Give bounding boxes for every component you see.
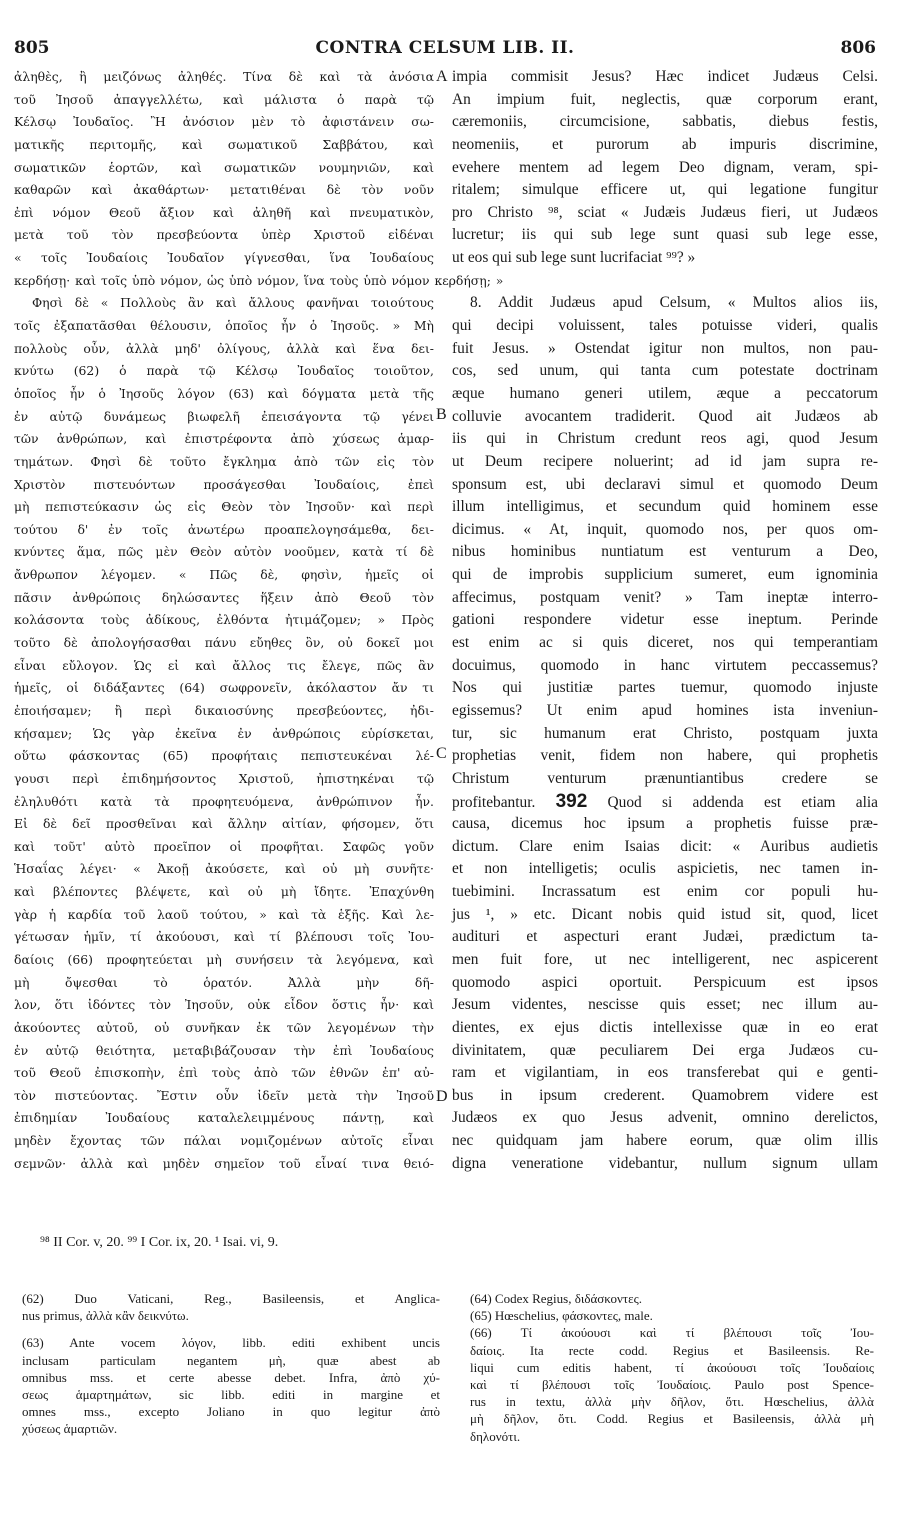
page-header	[14, 38, 876, 62]
greek-text-line: τοῖς ἐξαπατᾶσθαι θέλουσιν, ὁποῖος ἦν ὁ Ἰησοῦς. » Μὴ	[14, 318, 434, 334]
latin-text-line: nec quidquam jam habere eorum, quæ olim illis	[452, 1132, 878, 1150]
latin-text-line: pro Christo ⁹⁸, sciat « Judæis Judæus fieri, ut Judæos	[452, 203, 878, 221]
note-line: rus in textu, ἀλλὰ μὴν δῆλον, ὅτι. Hœschelius, ἀλλὰ	[470, 1394, 874, 1410]
greek-text-line: τοῦτο δὲ ἀπολογήσασθαι πάνυ εὔηθες ὂν, οὐ δοκεῖ μοι	[14, 635, 434, 651]
greek-text-line: τῶν ἀνθρώπων, καὶ ἐπιστρέφοντα ἀπὸ χύσεως ἁμαρ-	[14, 431, 434, 447]
latin-text-line: lucretur; iis qui sub lege sunt quasi sub lege esse,	[452, 226, 878, 244]
note-line: omnes mss., excepto Joliano in quo legitur ἀπὸ	[22, 1404, 440, 1420]
greek-text-line: καὶ τοῦτ' αὐτὸ προεῖπον οἱ προφῆται. Σαφῶς γοῦν	[14, 838, 434, 854]
latin-text-line: jus ¹, » etc. Dicant nobis quid istud sit, quod, licet	[452, 905, 878, 923]
latin-text-line: tuebimini. Incrassatum est enim cor populi hu-	[452, 883, 878, 901]
latin-text-line: sponsum est, ubi declaravi simul et quomodo Deum	[452, 475, 878, 493]
note-line: (64) Codex Regius, διδάσκοντες.	[470, 1291, 643, 1306]
latin-text-line: nibus hominibus nuntiatum est venturum a Deo,	[452, 543, 878, 561]
latin-text-line: An impium fuit, neglectis, quæ corporum erant,	[452, 90, 878, 108]
greek-text-line: τούτου δ' ἐν τοῖς ἀνωτέρω προαπελογησάμεθα, δει-	[14, 521, 434, 537]
note-line: omnibus mss. et certe abesse debet. Infra, ἀπὸ χύ-	[22, 1369, 440, 1385]
greek-text-line: Χριστὸν πιστευόντων προσάγεσθαι Ἰουδαίοις, ἐπεὶ	[14, 476, 434, 492]
greek-text-line: κερδήσῃ· καὶ τοῖς ὑπὸ νόμον, ὡς ὑπὸ νόμον, ἵνα τοὺς ὑπὸ νόμον κερδήσῃ; »	[14, 272, 504, 288]
latin-text-line: ritalem; simulque efficere ut, qui legatione fungitur	[452, 181, 878, 199]
greek-text-line: δαίοις (66) προφητεύεται μὴ συνήσειν τὰ λεγόμενα, καὶ	[14, 951, 434, 967]
greek-text-line: ὁποῖος ἦν ὁ Ἰησοῦς λόγον (63) καὶ δόγματα μετὰ τῆς	[14, 385, 434, 401]
greek-text-line: ἐπιδημίαν Ἰουδαίους καταλελειμμένους πάντῃ, καὶ	[14, 1110, 434, 1126]
latin-text-line: fuit Jesus. » Ostendat igitur non multos, non pau-	[452, 339, 878, 357]
greek-text-line: ἡμεῖς, οἱ διδάξαντες (64) σωφρονεῖν, ἀκόλαστον ἄν τι	[14, 680, 434, 696]
latin-text-line: causa, dicemus hoc ipsum a prophetis fuisse præ-	[452, 815, 878, 833]
latin-text-line: audituri et aspecturi erant Judæi, prædictum ta-	[452, 928, 878, 946]
latin-text-fragment: profitebantur.	[452, 793, 556, 811]
greek-text-line: κήσαμεν; Ὡς γὰρ ἐκεῖνα ἐν ἀνθρώποις εὑρίσκεται,	[14, 725, 434, 741]
greek-text-line: Ἡσαΐας λέγει· « Ἀκοῇ ἀκούσετε, καὶ οὐ μὴ συνῆτε·	[14, 861, 434, 877]
left-page-number: 805	[14, 38, 50, 58]
greek-text-line: οὕτω φάσκοντας (65) προφήταις πεπιστευκέναι λέ-	[14, 748, 434, 764]
latin-text-line: divinitatem, quæ peculiarem Dei erga Judæos cu-	[452, 1041, 878, 1059]
greek-text-line: κνύτω (62) ὁ παρὰ τῷ Κέλσῳ Ἰουδαῖος τοιοῦτον,	[14, 363, 434, 379]
latin-text-line: qui decipi voluissent, tales potuisse videri, qualis	[452, 317, 878, 335]
margin-letter-b: B	[436, 406, 447, 423]
greek-text-line: σωματικῶν ἑορτῶν, καὶ σωματικῶν νουμηνιῶν, καὶ	[14, 159, 434, 175]
latin-text-line: evehere mentem ad legem Deo dignam, veram, spi-	[452, 158, 878, 176]
latin-text-column	[452, 66, 878, 1175]
latin-text-line: digna veneratione videbantur, nullum signum ullam	[452, 1154, 878, 1172]
note-line: inclusam particulam negantem μὴ, quæ abest ab	[22, 1352, 440, 1368]
latin-text-line: 8. Addit Judæus apud Celsum, « Multos alios iis,	[470, 294, 878, 312]
greek-text-line: ἐποιήσαμεν; ἢ περὶ δικαιοσύνης πρεσβεύοντες, ἠδι-	[14, 702, 434, 718]
latin-text-line: Christum venturum prænuntiantibus credere se	[452, 769, 878, 787]
greek-text-line: κολάσοντα τοὺς ἀδίκους, ἐλθόντα ἠτιμάζομεν; » Πρὸς	[14, 612, 434, 628]
note-line: (62) Duo Vaticani, Reg., Basileensis, et Anglica-	[22, 1291, 440, 1306]
greek-text-line: καὶ βλέποντες βλέψετε, καὶ οὐ μὴ ἴδητε. Ἐπαχύνθη	[14, 884, 434, 900]
latin-text-line: affecimus, postquam venit? » Tam ineptæ interro-	[452, 588, 878, 606]
greek-text-line: πᾶσιν ἀνθρώποις δηλώσαντες ἥξειν ἀπὸ Θεοῦ τὸν	[14, 589, 434, 605]
latin-text-line: ram et vigilantiam, in eos transferebat qui e genti-	[452, 1064, 878, 1082]
greek-text-line: μὴ ὄψεσθαι τὸ ὁρατόν. Ἀλλὰ μὴν δῆ-	[14, 974, 434, 990]
greek-text-line: μηδὲν ἔχοντας τῶν πάλαι νομιζομένων αὐτοῖς εἶναι	[14, 1133, 434, 1149]
inline-column-number: 392	[555, 790, 588, 812]
latin-text-line: iis qui in Christum credunt reos agi, quod Jesum	[452, 430, 878, 448]
note-line: (63) Ante vocem λόγον, libb. editi exhibent uncis	[22, 1335, 440, 1351]
greek-text-line: « τοῖς Ἰουδαίοις Ἰουδαῖον γίγνεσθαι, ἵνα Ἰουδαίους	[14, 250, 434, 266]
note-gap	[22, 1324, 440, 1334]
latin-text-line: docuimus, quomodo in hanc virtutem peccassemus?	[452, 656, 878, 674]
greek-text-line: σεμνῶν· ἀλλὰ καὶ μηδὲν σημεῖον τοῦ εἶναί τινα θειό-	[14, 1155, 434, 1171]
latin-text-fragment: Quod si addenda est etiam alia	[587, 793, 878, 811]
latin-text-line: cos, sed unum, qui tanta cum potestate doctrinam	[452, 362, 878, 380]
latin-text-line: Judæos ex quo Jesus advenit, omnino derelictos,	[452, 1109, 878, 1127]
margin-letter-c: C	[436, 745, 447, 762]
latin-text-line: egissemus? Ut enim apud homines ista inveniun-	[452, 701, 878, 719]
note-line: μὴ δῆλον, ὅτι. Codd. Regius et Basileensis, ἀλλὰ μὴ	[470, 1411, 874, 1427]
latin-text-line: cæremoniis, circumcisione, sabbatis, diebus festis,	[452, 113, 878, 131]
note-line: liqui cum editis habent, τί ἀκούουσι τοῖς Ἰουδαίοις	[470, 1359, 874, 1375]
latin-text-line: est enim ac si quis diceret, nos qui temperantiam	[452, 634, 878, 652]
note-line: δαίοις. Ita recte codd. Regius et Basileensis. Re-	[470, 1342, 874, 1358]
line-spacer	[452, 270, 878, 293]
right-page-number: 806	[840, 38, 876, 58]
latin-text-line: Jesum videntes, nescisse quis esset; nec illum au-	[452, 996, 878, 1014]
latin-text-line: ut Deum recipere noluerint; ad id jam supra re-	[452, 452, 878, 470]
greek-text-line: μὴ πεπιστεύκασιν ὡς εἰς Θεὸν τὸν Ἰησοῦν· καὶ περὶ	[14, 499, 434, 515]
latin-text-line: dicimus. « At, inquit, quomodo nos, per quos om-	[452, 520, 878, 538]
note-line: (66) Τί ἀκούουσι καὶ τί βλέπουσι τοῖς Ἰου-	[470, 1325, 874, 1341]
latin-text-line: colluvie avocantem tradiderit. Quod ait Judæos ab	[452, 407, 878, 425]
latin-text-line: men fuit fore, ut nec intelligerent, nec aspicerent	[452, 950, 878, 968]
margin-letter-a: A	[436, 68, 448, 85]
greek-text-line: ματικῆς περιτομῆς, καὶ σωματικοῦ Σαββάτου, καὶ	[14, 136, 434, 152]
margin-letter-d: D	[436, 1088, 448, 1105]
greek-text-line: γέτωσαν ἡμῖν, τί ἀκούουσι, καὶ τί βλέπουσι τοῖς Ἰου-	[14, 929, 434, 945]
greek-text-line: γουσι περὶ ἐπιδημήσοντος Χριστοῦ, ἠπιστηκέναι τῷ	[14, 770, 434, 786]
note-line: καὶ τί βλέπουσι τοῖς Ἰουδαίοις. Paulo post Spence-	[470, 1376, 874, 1392]
latin-text-line: dientes, ex ejus dictis intellexisse quæ in eo erat	[452, 1018, 878, 1036]
greek-text-line: μετὰ τοῦ τὸν πρεσβεύοντα ὑπὲρ Χριστοῦ εἰδέναι	[14, 227, 434, 243]
latin-text-line: tur, sic humanum erat Christo, postquam juxta	[452, 724, 878, 742]
greek-text-line: ἐν αὐτῷ δυνάμεως βιωφελῆ ἐπεισάγοντα τῷ γένει	[14, 408, 434, 424]
greek-text-line: τημάτων. Φησὶ δὲ τοῦτο ἔγκλημα ἀπὸ τῶν εἰς τὸν	[14, 453, 434, 469]
latin-text-line: Nos qui justitiæ partes tuemur, quomodo injuste	[452, 679, 878, 697]
greek-text-line: Κέλσῳ Ἰουδαῖος. Ἢ ἀνόσιον μὲν τὸ ἀφιστάνειν σω-	[14, 114, 434, 130]
greek-text-line: Φησὶ δὲ « Πολλοὺς ἂν καὶ ἄλλους φανῆναι τοιούτους	[32, 295, 434, 311]
greek-text-line: πολλοὺς οὖν, ἀλλὰ μηδ' ὀλίγους, ἀλλὰ καὶ ἕνα δει-	[14, 340, 434, 356]
latin-text-line: impia commisit Jesus? Hæc indicet Judæus Celsi.	[452, 68, 878, 85]
greek-text-line: ἐν αὐτῷ θειότητα, μεταβιβάζουσαν τὴν ἐπὶ Ἰουδαίους	[14, 1042, 434, 1058]
latin-text-line: gationi respondere videtur esse ineptum. Perinde	[452, 611, 878, 629]
greek-text-line: κνύντες ἅμα, πῶς μὲν Θεὸν αὐτὸν νοοῦμεν, κατὰ τί δὲ	[14, 544, 434, 560]
latin-text-line: ut eos qui sub lege sunt lucrifaciat ⁹⁹? »	[452, 249, 696, 267]
greek-text-line: τὸν πιστεύοντας. Ἔστιν οὖν ἰδεῖν μετὰ τὴν Ἰησοῦ	[14, 1087, 434, 1103]
latin-text-line: qui de improbis supplicium sumeret, eum ignominia	[452, 566, 878, 584]
note-line: χύσεως ἁμαρτιῶν.	[22, 1421, 118, 1437]
scripture-references: ⁹⁸ II Cor. v, 20. ⁹⁹ I Cor. ix, 20. ¹ Isai. vi, 9.	[40, 1235, 279, 1250]
latin-text-line: prophetias venit, fidem non habere, qui prophetis	[452, 747, 878, 765]
latin-text-line: æque humano generi utilem, æque a peccatorum	[452, 384, 878, 402]
latin-text-line: illum intelligimus, et secundum quid hominem esse	[452, 498, 878, 516]
notes-left-column	[22, 1290, 440, 1438]
greek-text-line: λον, ὅτι ἰδόντες τὸν Ἰησοῦν, οὐκ εἶδον ὅστις ἦν· καὶ	[14, 997, 434, 1013]
greek-text-line: ἐπὶ νόμον Θεοῦ ἄξιον καὶ ἀληθῆ καὶ πνευματικὸν,	[14, 204, 434, 220]
note-line: δηλονότι.	[470, 1428, 521, 1444]
latin-text-line	[452, 791, 878, 814]
greek-text-line: ἐληλυθότι κατὰ τὰ προφητευόμενα, ἀνθρώπινον ἦν.	[14, 793, 434, 809]
greek-text-line: καθαρῶν καὶ ἀκαθάρτων· μετατιθέναι δὲ τὸν νοῦν	[14, 182, 434, 198]
greek-text-line: τοῦ Ἰησοῦ ἀπαγγελλέτω, καὶ μάλιστα ὁ παρὰ τῷ	[14, 91, 434, 107]
greek-text-line: Εἰ δὲ δεῖ προσθεῖναι καὶ ἄλλην αἰτίαν, φήσομεν, ὅτι	[14, 816, 434, 832]
latin-text-line: dictum. Clare enim Isaias dicit: « Auribus audietis	[452, 837, 878, 855]
greek-text-line: ἄνθρωπον λέγομεν. « Πῶς δὲ, φησὶν, ἡμεῖς οἱ	[14, 567, 434, 583]
greek-text-line: τοῦ Θεοῦ ἐπισκοπὴν, ἐπὶ τοὺς ἀπὸ τῶν ἐθνῶν ἐπ' αὐ-	[14, 1065, 434, 1081]
latin-text-line: bus in ipsum crederent. Quamobrem videre est	[452, 1086, 878, 1104]
note-line: (65) Hœschelius, φάσκοντες, male.	[470, 1308, 653, 1324]
greek-text-line: ἀκούοντες αὐτοῦ, οὐ συνῆκαν ἐκ τῶν λεγομένων τὴν	[14, 1019, 434, 1035]
notes-right-column	[470, 1290, 874, 1445]
greek-text-line: γὰρ ἡ καρδία τοῦ λαοῦ τούτου, » καὶ τὰ ἑξῆς. Καὶ λε-	[14, 906, 434, 922]
running-title: CONTRA CELSUM LIB. II.	[315, 38, 575, 58]
latin-text-line: quomodo aspici oportuit. Perspicuum est ipsos	[452, 973, 878, 991]
latin-text-line: neomeniis, et purorum ab impuris discrimine,	[452, 135, 878, 153]
greek-text-line: εἶναι εὔλογον. Ὡς εἰ καὶ ἄλλος τις ἔλεγε, πῶς ἂν	[14, 657, 434, 673]
note-line: nus primus, ἀλλὰ κἂν δεικνύτω.	[22, 1308, 189, 1324]
latin-text-line: et non intelligetis; oculis aspicietis, nec tamen in-	[452, 860, 878, 878]
greek-text-line: ἀληθὲς, ἢ μειζόνως ἀληθές. Τίνα δὲ καὶ τὰ ἀνόσια	[14, 69, 434, 84]
note-line: σεως ἁμαρτημάτων, sic libb. editi in margine et	[22, 1386, 440, 1402]
